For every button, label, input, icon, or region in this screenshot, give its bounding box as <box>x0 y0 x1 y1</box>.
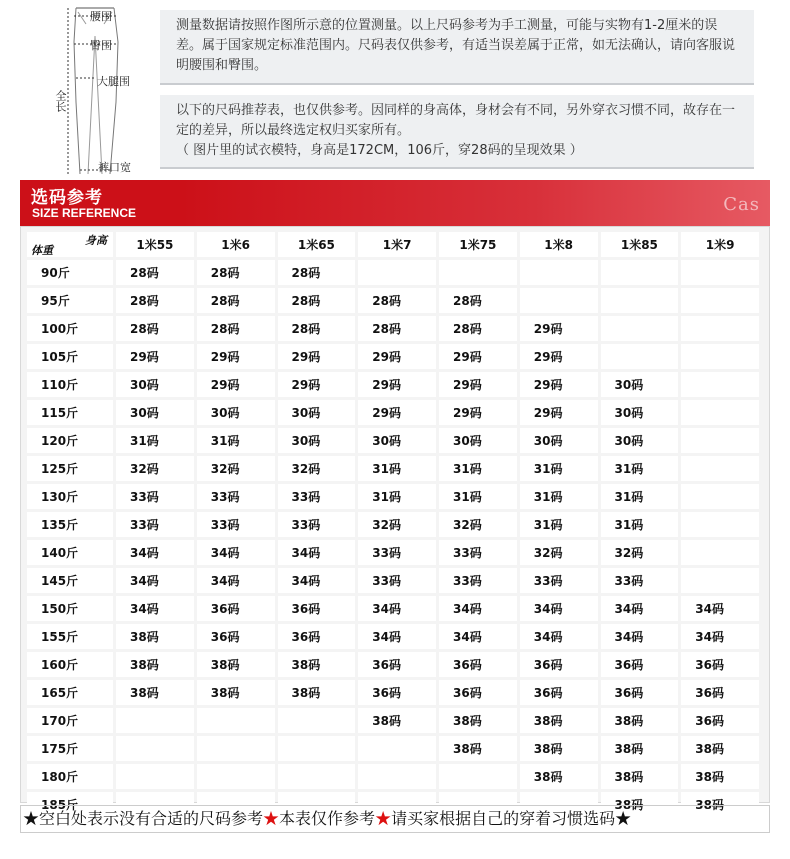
size-cell <box>358 260 436 285</box>
size-cell: 29码 <box>197 372 275 397</box>
size-cell <box>681 344 759 369</box>
footer-text-reference: 本表仅作参考 <box>279 809 376 828</box>
size-cell: 33码 <box>278 484 356 509</box>
size-cell: 31码 <box>601 512 679 537</box>
weight-row <box>27 568 759 593</box>
weight-cell: 130斤 <box>27 484 113 509</box>
height-header: 1米55 <box>116 232 194 257</box>
weight-cell: 95斤 <box>27 288 113 313</box>
height-header: 1米75 <box>439 232 517 257</box>
size-cell: 29码 <box>358 372 436 397</box>
size-cell: 36码 <box>681 680 759 705</box>
table-corner-cell <box>27 232 113 257</box>
size-cell: 36码 <box>278 596 356 621</box>
size-cell: 38码 <box>601 792 679 817</box>
size-cell: 38码 <box>197 652 275 677</box>
size-cell: 34码 <box>601 596 679 621</box>
weight-row <box>27 344 759 369</box>
size-cell: 29码 <box>358 400 436 425</box>
size-cell <box>681 568 759 593</box>
weight-cell: 185斤 <box>27 792 113 817</box>
size-cell: 28码 <box>197 260 275 285</box>
size-cell: 36码 <box>197 624 275 649</box>
size-cell <box>520 260 598 285</box>
size-cell: 29码 <box>520 400 598 425</box>
weight-row <box>27 708 759 733</box>
size-cell: 31码 <box>116 428 194 453</box>
size-cell: 28码 <box>278 260 356 285</box>
hem-label: 裤口宽 <box>98 161 131 174</box>
size-cell: 29码 <box>358 344 436 369</box>
footer-text-choose: 请买家根据自己的穿着习惯选码 <box>391 809 616 828</box>
size-cell: 38码 <box>197 680 275 705</box>
size-cell: 36码 <box>681 708 759 733</box>
size-cell: 34码 <box>116 540 194 565</box>
weight-cell: 90斤 <box>27 260 113 285</box>
size-cell: 31码 <box>439 456 517 481</box>
size-cell: 34码 <box>681 624 759 649</box>
size-table <box>24 229 762 820</box>
weight-row <box>27 484 759 509</box>
size-cell: 28码 <box>116 288 194 313</box>
size-cell: 38码 <box>681 764 759 789</box>
weight-cell: 105斤 <box>27 344 113 369</box>
size-cell: 32码 <box>116 456 194 481</box>
size-cell: 29码 <box>278 372 356 397</box>
weight-row <box>27 652 759 677</box>
size-cell: 36码 <box>601 652 679 677</box>
corner-height-label: 身高 <box>85 234 107 247</box>
red-star-icon: ★ <box>263 809 280 828</box>
measurement-note <box>160 10 754 85</box>
size-cell <box>681 512 759 537</box>
size-cell: 28码 <box>439 316 517 341</box>
size-cell: 31码 <box>197 428 275 453</box>
size-cell: 33码 <box>197 484 275 509</box>
hip-label: 臀围 <box>90 39 112 52</box>
length-label: 全长 <box>54 90 67 112</box>
size-cell <box>197 764 275 789</box>
size-cell: 34码 <box>439 596 517 621</box>
banner-title: 选码参考 <box>31 188 103 208</box>
size-cell: 28码 <box>116 316 194 341</box>
weight-row <box>27 288 759 313</box>
size-cell <box>681 428 759 453</box>
size-cell <box>278 764 356 789</box>
size-cell: 34码 <box>358 596 436 621</box>
size-cell: 29码 <box>116 344 194 369</box>
size-cell: 38码 <box>601 708 679 733</box>
size-cell: 34码 <box>197 540 275 565</box>
weight-cell: 110斤 <box>27 372 113 397</box>
size-cell: 28码 <box>278 288 356 313</box>
weight-cell: 120斤 <box>27 428 113 453</box>
size-cell: 38码 <box>681 792 759 817</box>
size-cell <box>681 484 759 509</box>
size-cell: 28码 <box>197 316 275 341</box>
weight-row <box>27 428 759 453</box>
size-cell: 33码 <box>358 540 436 565</box>
size-cell <box>681 288 759 313</box>
size-cell: 28码 <box>278 316 356 341</box>
size-cell: 34码 <box>681 596 759 621</box>
height-header: 1米65 <box>278 232 356 257</box>
size-cell: 34码 <box>520 624 598 649</box>
size-cell: 33码 <box>439 568 517 593</box>
weight-cell: 145斤 <box>27 568 113 593</box>
size-cell: 33码 <box>116 484 194 509</box>
size-cell <box>439 260 517 285</box>
size-cell: 30码 <box>116 372 194 397</box>
size-cell: 38码 <box>520 708 598 733</box>
size-cell: 38码 <box>520 764 598 789</box>
size-cell <box>278 736 356 761</box>
weight-row <box>27 596 759 621</box>
height-header: 1米9 <box>681 232 759 257</box>
size-cell <box>681 260 759 285</box>
size-cell: 38码 <box>278 680 356 705</box>
size-cell: 36码 <box>439 680 517 705</box>
height-header: 1米6 <box>197 232 275 257</box>
size-cell <box>681 316 759 341</box>
size-cell: 38码 <box>601 736 679 761</box>
footer-note <box>20 805 770 833</box>
size-cell: 38码 <box>278 652 356 677</box>
weight-row <box>27 456 759 481</box>
size-cell: 31码 <box>601 484 679 509</box>
size-cell: 38码 <box>681 736 759 761</box>
size-cell: 28码 <box>358 316 436 341</box>
weight-cell: 170斤 <box>27 708 113 733</box>
size-cell: 34码 <box>520 596 598 621</box>
size-cell: 32码 <box>197 456 275 481</box>
size-cell: 30码 <box>601 428 679 453</box>
size-cell <box>681 372 759 397</box>
size-cell: 33码 <box>278 512 356 537</box>
weight-cell: 100斤 <box>27 316 113 341</box>
size-cell: 34码 <box>116 596 194 621</box>
size-cell: 30码 <box>439 428 517 453</box>
size-cell: 30码 <box>601 372 679 397</box>
size-cell: 31码 <box>601 456 679 481</box>
size-cell: 34码 <box>278 540 356 565</box>
size-cell <box>116 764 194 789</box>
size-cell: 36码 <box>520 652 598 677</box>
size-cell <box>601 316 679 341</box>
size-cell: 31码 <box>358 484 436 509</box>
size-cell: 38码 <box>601 764 679 789</box>
size-cell <box>520 288 598 313</box>
weight-cell: 125斤 <box>27 456 113 481</box>
size-cell: 29码 <box>278 344 356 369</box>
recommendation-note-text: 以下的尺码推荐表，也仅供参考。因同样的身高体，身材会有不同，另外穿衣习惯不同，故存在一定的差异，所以最终选定权归买家所有。 <box>176 103 736 138</box>
weight-cell: 165斤 <box>27 680 113 705</box>
banner-watermark: Cas <box>723 194 760 215</box>
size-cell <box>601 288 679 313</box>
footer-text-blank: 空白处表示没有合适的尺码参考 <box>39 809 264 828</box>
size-cell: 31码 <box>520 512 598 537</box>
star-icon: ★ <box>615 809 632 828</box>
weight-row <box>27 764 759 789</box>
size-cell: 34码 <box>358 624 436 649</box>
size-cell: 33码 <box>520 568 598 593</box>
weight-row <box>27 316 759 341</box>
height-header-row <box>27 232 759 257</box>
weight-row <box>27 512 759 537</box>
size-cell: 29码 <box>439 400 517 425</box>
size-cell <box>358 736 436 761</box>
size-cell: 32码 <box>520 540 598 565</box>
size-cell <box>601 344 679 369</box>
size-cell: 36码 <box>681 652 759 677</box>
size-cell: 34码 <box>197 568 275 593</box>
weight-cell: 115斤 <box>27 400 113 425</box>
size-cell: 33码 <box>601 568 679 593</box>
size-cell <box>197 708 275 733</box>
size-cell: 31码 <box>520 484 598 509</box>
size-cell <box>681 456 759 481</box>
size-cell <box>601 260 679 285</box>
height-header: 1米7 <box>358 232 436 257</box>
measurement-note-text: 测量数据请按照作图所示意的位置测量。以上尺码参考为手工测量，可能与实物有1-2厘米的误差。属于国家规定标准范围内。尺码表仅供参考，有适当误差属于正常，如无法确认，请向客服说明腰围和臀围。 <box>176 18 736 73</box>
recommendation-note <box>160 95 754 169</box>
weight-row <box>27 260 759 285</box>
size-cell <box>197 736 275 761</box>
banner-subtitle: SIZE REFERENCE <box>32 206 137 220</box>
size-cell: 28码 <box>197 288 275 313</box>
waist-label: 腰围 <box>90 10 112 23</box>
size-cell: 28码 <box>439 288 517 313</box>
size-cell: 38码 <box>116 624 194 649</box>
size-cell: 34码 <box>116 568 194 593</box>
banner-gradient <box>180 180 770 226</box>
weight-row <box>27 400 759 425</box>
size-cell: 31码 <box>358 456 436 481</box>
size-cell: 32码 <box>358 512 436 537</box>
size-cell: 38码 <box>439 736 517 761</box>
size-cell: 38码 <box>520 736 598 761</box>
size-cell <box>681 400 759 425</box>
size-cell: 30码 <box>278 400 356 425</box>
size-cell <box>358 764 436 789</box>
size-cell: 38码 <box>439 708 517 733</box>
size-cell: 32码 <box>439 512 517 537</box>
size-cell <box>278 708 356 733</box>
size-cell <box>439 764 517 789</box>
size-cell: 30码 <box>197 400 275 425</box>
size-cell: 36码 <box>278 624 356 649</box>
size-cell: 29码 <box>520 372 598 397</box>
size-cell: 33码 <box>116 512 194 537</box>
size-cell <box>116 708 194 733</box>
weight-row <box>27 680 759 705</box>
size-cell <box>116 736 194 761</box>
model-info-text: （ 图片里的试衣模特，身高是172CM，106斤，穿28码的呈现效果 ） <box>176 143 583 158</box>
size-cell: 36码 <box>197 596 275 621</box>
size-cell: 38码 <box>116 652 194 677</box>
star-icon: ★ <box>23 809 40 828</box>
weight-row <box>27 372 759 397</box>
corner-weight-label: 体重 <box>31 244 53 257</box>
size-cell: 34码 <box>601 624 679 649</box>
size-cell: 28码 <box>116 260 194 285</box>
red-star-icon: ★ <box>375 809 392 828</box>
pants-measurement-diagram <box>40 2 150 177</box>
thigh-label: 大腿围 <box>97 75 130 88</box>
size-cell: 33码 <box>358 568 436 593</box>
size-cell: 30码 <box>520 428 598 453</box>
size-cell <box>681 540 759 565</box>
size-cell: 30码 <box>278 428 356 453</box>
size-cell: 36码 <box>358 652 436 677</box>
weight-cell: 150斤 <box>27 596 113 621</box>
size-cell: 29码 <box>439 344 517 369</box>
height-header: 1米8 <box>520 232 598 257</box>
height-header: 1米85 <box>601 232 679 257</box>
weight-cell: 175斤 <box>27 736 113 761</box>
weight-row <box>27 736 759 761</box>
size-cell: 38码 <box>116 680 194 705</box>
size-cell: 36码 <box>520 680 598 705</box>
size-cell: 29码 <box>520 316 598 341</box>
weight-row <box>27 540 759 565</box>
weight-cell: 160斤 <box>27 652 113 677</box>
size-table-body <box>27 260 759 817</box>
size-cell: 30码 <box>358 428 436 453</box>
size-cell: 28码 <box>358 288 436 313</box>
weight-cell: 155斤 <box>27 624 113 649</box>
size-reference-banner <box>20 180 770 226</box>
size-cell: 29码 <box>439 372 517 397</box>
size-cell: 33码 <box>197 512 275 537</box>
size-cell: 33码 <box>439 540 517 565</box>
weight-cell: 180斤 <box>27 764 113 789</box>
size-cell: 32码 <box>601 540 679 565</box>
size-cell: 31码 <box>439 484 517 509</box>
size-cell: 32码 <box>278 456 356 481</box>
size-cell: 29码 <box>520 344 598 369</box>
size-cell: 30码 <box>116 400 194 425</box>
size-cell: 31码 <box>520 456 598 481</box>
weight-cell: 135斤 <box>27 512 113 537</box>
size-cell: 34码 <box>278 568 356 593</box>
size-cell: 29码 <box>197 344 275 369</box>
weight-cell: 140斤 <box>27 540 113 565</box>
size-cell: 36码 <box>358 680 436 705</box>
size-cell: 36码 <box>439 652 517 677</box>
size-cell: 36码 <box>601 680 679 705</box>
weight-row <box>27 624 759 649</box>
size-cell: 30码 <box>601 400 679 425</box>
size-cell: 38码 <box>358 708 436 733</box>
size-cell: 34码 <box>439 624 517 649</box>
